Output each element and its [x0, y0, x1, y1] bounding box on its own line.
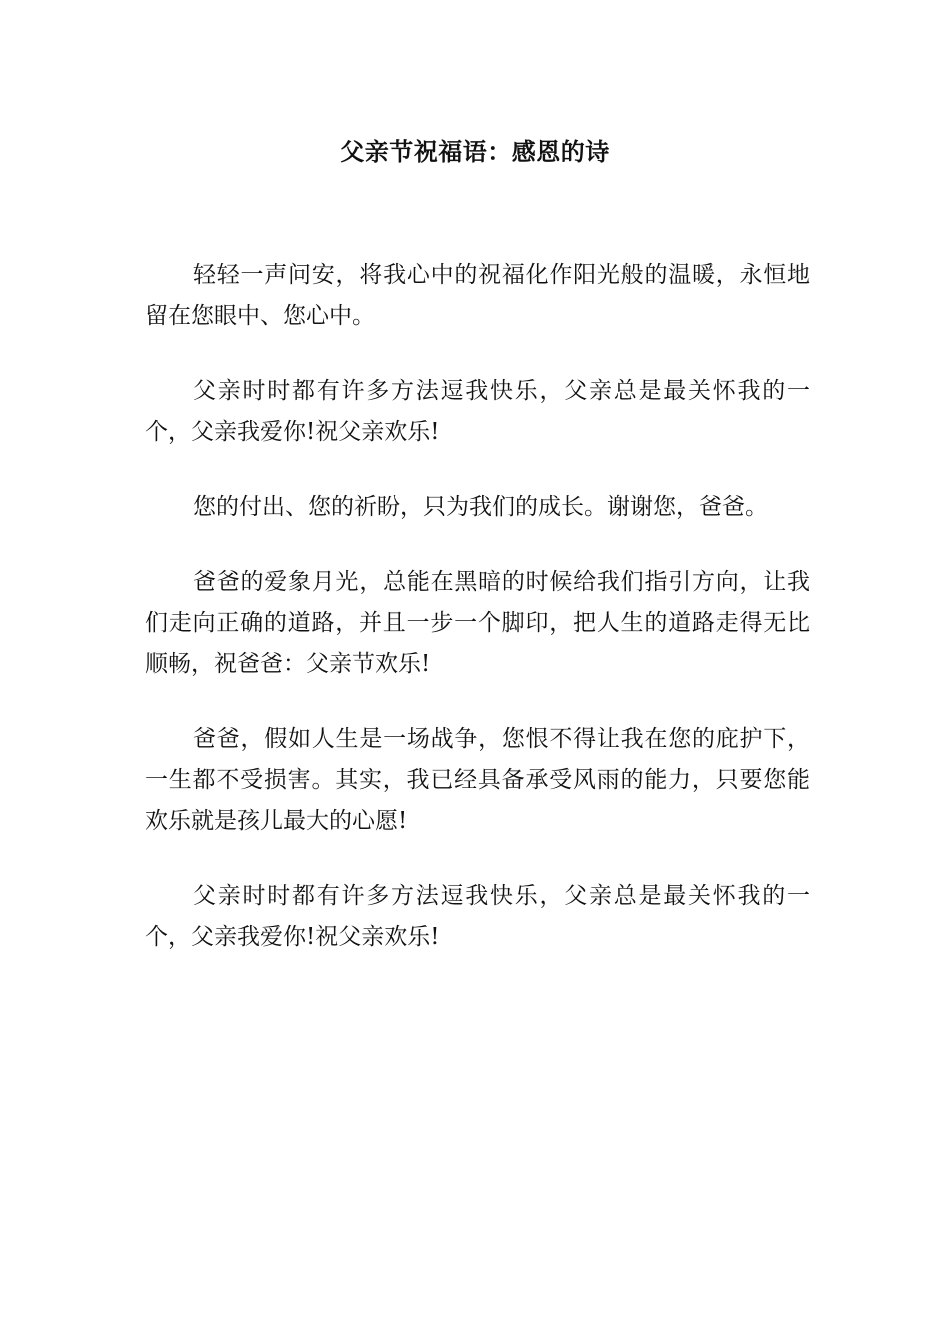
document-body: [145, 255, 810, 975]
paragraph-5: 爸爸，假如人生是一场战争，您恨不得让我在您的庇护下，一生都不受损害。其实，我已经具备承受风雨的能力，只要您能欢乐就是孩儿最大的心愿!: [145, 726, 810, 834]
paragraph-3: 您的付出、您的祈盼，只为我们的成长。谢谢您，爸爸。: [193, 494, 768, 520]
paragraph-6: 父亲时时都有许多方法逗我快乐，父亲总是最关怀我的一个，父亲我爱你!祝父亲欢乐!: [145, 883, 810, 950]
paragraph-4: 爸爸的爱象月光，总能在黑暗的时候给我们指引方向，让我们走向正确的道路，并且一步一个脚印，把人生的道路走得无比顺畅，祝爸爸：父亲节欢乐!: [145, 569, 810, 677]
paragraph-2: 父亲时时都有许多方法逗我快乐，父亲总是最关怀我的一个，父亲我爱你!祝父亲欢乐!: [145, 378, 810, 445]
document-title: 父亲节祝福语：感恩的诗: [340, 137, 610, 166]
paragraph-1: 轻轻一声问安，将我心中的祝福化作阳光般的温暖，永恒地留在您眼中、您心中。: [145, 262, 810, 329]
